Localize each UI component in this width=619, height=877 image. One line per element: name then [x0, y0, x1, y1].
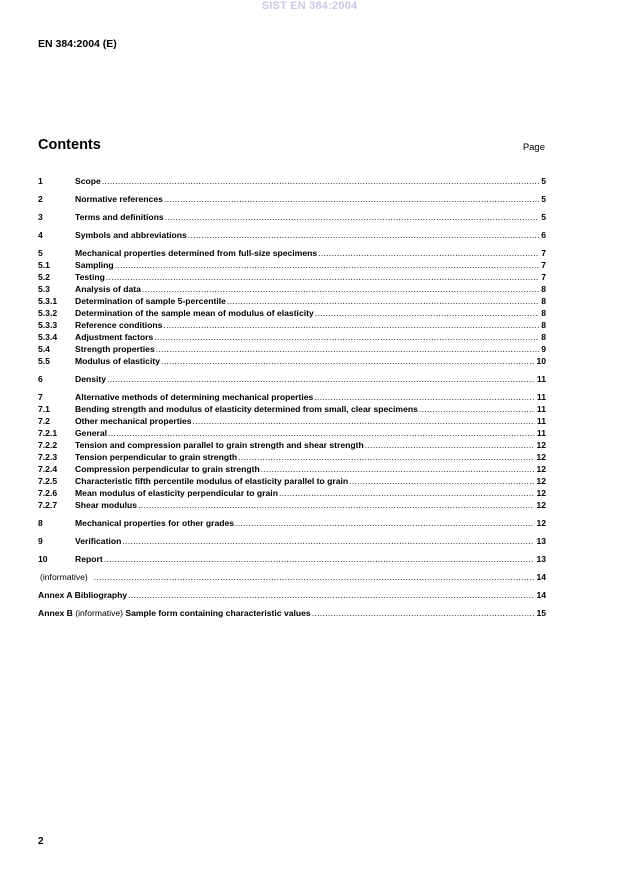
toc-entry[interactable] [38, 283, 546, 295]
leader-dots [315, 307, 539, 319]
toc-entry[interactable] [38, 307, 546, 319]
toc-title: Tension and compression parallel to grain strength and shear strength [75, 440, 364, 450]
toc-entry[interactable] [38, 499, 546, 511]
leader-dots [164, 193, 539, 205]
toc-entry[interactable] [38, 259, 546, 271]
toc-entry[interactable] [38, 175, 546, 187]
toc-page: 15 [536, 608, 546, 618]
leader-dots [163, 319, 539, 331]
toc-number: 7.2.2 [38, 440, 58, 450]
toc-entry[interactable] [38, 391, 546, 403]
toc-number: 5 [38, 248, 43, 258]
toc-number: 5.1 [38, 260, 50, 270]
toc-number: 8 [38, 518, 43, 528]
toc-page: 7 [541, 272, 546, 282]
toc-page: 11 [536, 428, 546, 438]
toc-page: 12 [536, 452, 546, 462]
toc-number: 7.2 [38, 416, 50, 426]
toc-page: 8 [541, 296, 546, 306]
table-of-contents [38, 175, 546, 619]
watermark: SIST EN 384:2004 [261, 0, 358, 12]
contents-heading: Contents [38, 137, 101, 153]
toc-title: Density [75, 374, 107, 384]
leader-dots [122, 535, 534, 547]
toc-page: 5 [541, 176, 546, 186]
toc-number: 7.2.7 [38, 500, 58, 510]
toc-number: 5.3.4 [38, 332, 58, 342]
toc-entry[interactable] [38, 553, 546, 565]
leader-dots [128, 589, 534, 601]
leader-dots [188, 229, 539, 241]
toc-title: Annex A Bibliography [38, 590, 128, 600]
leader-dots [107, 373, 535, 385]
toc-page: 8 [541, 308, 546, 318]
toc-title: Verification [75, 536, 122, 546]
leader-dots [106, 271, 539, 283]
toc-entry[interactable] [38, 451, 546, 463]
toc-number: 5.4 [38, 344, 50, 354]
annex-title: Sample form containing characteristic values [125, 608, 311, 618]
toc-number: 1 [38, 176, 43, 186]
toc-number: 7.2.3 [38, 452, 58, 462]
toc-title: Reference conditions [75, 320, 163, 330]
leader-dots [108, 427, 535, 439]
toc-title: Mean modulus of elasticity perpendicular to grain [75, 488, 278, 498]
toc-number: 3 [38, 212, 43, 222]
toc-page: 5 [541, 212, 546, 222]
toc-title: Adjustment factors [75, 332, 154, 342]
toc-page: 6 [541, 230, 546, 240]
toc-entry[interactable] [38, 355, 546, 367]
toc-entry[interactable] [38, 463, 546, 475]
page-number: 2 [38, 836, 44, 847]
toc-entry[interactable] [38, 373, 546, 385]
toc-page: 11 [536, 404, 546, 414]
page-column-label: Page [522, 142, 545, 153]
toc-title: Report [75, 554, 103, 564]
toc-title: Compression perpendicular to grain strength [75, 464, 260, 474]
toc-page: 12 [536, 464, 546, 474]
leader-dots [156, 343, 539, 355]
toc-page: 8 [541, 332, 546, 342]
toc-page: 11 [536, 392, 546, 402]
toc-title: Sampling [75, 260, 114, 270]
toc-number: 7.2.6 [38, 488, 58, 498]
toc-entry[interactable] [38, 571, 546, 583]
toc-entry[interactable] [38, 589, 546, 601]
leader-dots [142, 283, 539, 295]
toc-title: Strength properties [75, 344, 155, 354]
toc-number: 9 [38, 536, 43, 546]
leader-dots [318, 247, 539, 259]
toc-page: 7 [541, 248, 546, 258]
toc-page: 11 [536, 416, 546, 426]
leader-dots [161, 355, 534, 367]
annex-label: Annex B [38, 608, 73, 618]
leader-dots [193, 415, 535, 427]
toc-title: Terms and definitions [75, 212, 164, 222]
leader-dots [227, 295, 539, 307]
toc-entry[interactable] [38, 535, 546, 547]
toc-entry[interactable] [38, 403, 546, 415]
toc-page: 13 [536, 536, 546, 546]
leader-dots [419, 403, 535, 415]
toc-number: 2 [38, 194, 43, 204]
toc-title: Other mechanical properties [75, 416, 192, 426]
toc-number: 5.3.3 [38, 320, 58, 330]
toc-title: Characteristic fifth percentile modulus of elasticity parallel to grain [75, 476, 349, 486]
leader-dots [312, 607, 535, 619]
toc-entry[interactable] [38, 229, 546, 241]
toc-page: 14 [536, 590, 546, 600]
toc-title: Testing [75, 272, 105, 282]
toc-number: 7.2.1 [38, 428, 58, 438]
leader-dots [94, 571, 535, 583]
leader-dots [314, 391, 535, 403]
leader-dots [165, 211, 540, 223]
toc-page: 8 [541, 320, 546, 330]
toc-title: Bending strength and modulus of elasticity determined from small, clear specimens [75, 404, 418, 414]
toc-title: (informative) [40, 572, 88, 582]
leader-dots [104, 553, 535, 565]
toc-title: Normative references [75, 194, 163, 204]
toc-entry[interactable] [38, 211, 546, 223]
leader-dots [235, 517, 534, 529]
toc-page: 8 [541, 284, 546, 294]
toc-title: Scope [75, 176, 101, 186]
toc-number: 10 [38, 554, 48, 564]
toc-page: 13 [536, 554, 546, 564]
toc-number: 5.2 [38, 272, 50, 282]
toc-title: Shear modulus [75, 500, 138, 510]
toc-page: 10 [536, 356, 546, 366]
leader-dots [102, 175, 539, 187]
leader-dots [115, 259, 540, 271]
toc-entry[interactable] [38, 607, 546, 619]
toc-number: 7 [38, 392, 43, 402]
toc-number: 4 [38, 230, 43, 240]
toc-title [38, 607, 311, 619]
toc-title: Tension perpendicular to grain strength [75, 452, 238, 462]
toc-number: 6 [38, 374, 43, 384]
toc-title: Modulus of elasticity [75, 356, 160, 366]
leader-dots [349, 475, 534, 487]
toc-page: 14 [536, 572, 546, 582]
toc-page: 12 [536, 476, 546, 486]
toc-page: 9 [541, 344, 546, 354]
toc-number: 5.3.1 [38, 296, 58, 306]
toc-entry[interactable] [38, 319, 546, 331]
toc-number: 7.1 [38, 404, 50, 414]
toc-page: 5 [541, 194, 546, 204]
toc-title: General [75, 428, 108, 438]
toc-entry[interactable] [38, 475, 546, 487]
toc-entry[interactable] [38, 427, 546, 439]
toc-title: Determination of the sample mean of modulus of elasticity [75, 308, 314, 318]
leader-dots [138, 499, 534, 511]
toc-title: Symbols and abbreviations [75, 230, 187, 240]
toc-number: 5.3 [38, 284, 50, 294]
leader-dots [261, 463, 535, 475]
toc-page: 7 [541, 260, 546, 270]
toc-number: 5.5 [38, 356, 50, 366]
toc-entry[interactable] [38, 295, 546, 307]
leader-dots [238, 451, 534, 463]
toc-entry[interactable] [38, 271, 546, 283]
toc-page: 12 [536, 500, 546, 510]
toc-page: 12 [536, 440, 546, 450]
toc-entry[interactable] [38, 415, 546, 427]
toc-title: Analysis of data [75, 284, 141, 294]
leader-dots [154, 331, 539, 343]
leader-dots [365, 439, 535, 451]
toc-entry[interactable] [38, 487, 546, 499]
leader-dots [279, 487, 534, 499]
toc-page: 12 [536, 488, 546, 498]
toc-entry[interactable] [38, 331, 546, 343]
toc-number: 5.3.2 [38, 308, 58, 318]
toc-entry[interactable] [38, 193, 546, 205]
toc-title: Mechanical properties for other grades [75, 518, 235, 528]
toc-page: 11 [536, 374, 546, 384]
toc-number: 7.2.4 [38, 464, 58, 474]
annex-informative: (informative) [75, 608, 124, 618]
toc-entry[interactable] [38, 247, 546, 259]
document-id: EN 384:2004 (E) [38, 38, 117, 50]
toc-title: Mechanical properties determined from full-size specimens [75, 248, 318, 258]
toc-entry[interactable] [38, 439, 546, 451]
toc-entry[interactable] [38, 343, 546, 355]
toc-title: Determination of sample 5-percentile [75, 296, 226, 306]
toc-entry[interactable] [38, 517, 546, 529]
toc-page: 12 [536, 518, 546, 528]
toc-title: Alternative methods of determining mechanical properties [75, 392, 314, 402]
toc-number: 7.2.5 [38, 476, 58, 486]
